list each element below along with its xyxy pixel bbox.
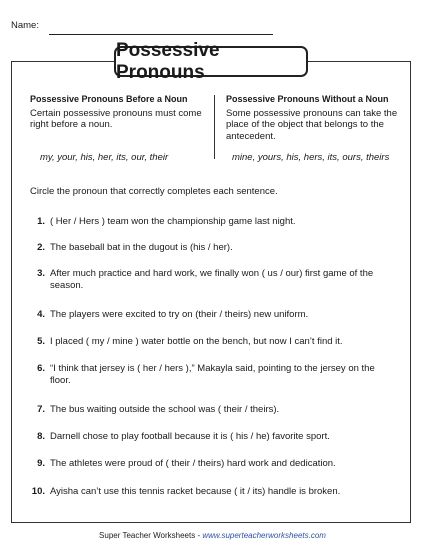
without-noun-text: Some possessive pronouns can take the place of the object that belongs to the antecedent.: [226, 107, 398, 142]
before-noun-column: [30, 94, 220, 131]
question-8[interactable]: [28, 431, 378, 443]
question-9[interactable]: [28, 458, 378, 470]
question-number: 5.: [37, 336, 45, 347]
question-7[interactable]: [28, 404, 378, 416]
without-noun-examples: mine, yours, his, hers, its, ours, theirs: [232, 152, 390, 163]
footer-separator: -: [195, 531, 203, 540]
footer: [0, 531, 425, 540]
question-number: 7.: [37, 404, 45, 415]
name-label: Name:: [11, 20, 39, 31]
question-text[interactable]: Darnell chose to play football because it is ( his / he) favorite sport.: [50, 431, 330, 442]
question-6[interactable]: [28, 363, 378, 387]
page-title: Possessive Pronouns: [114, 46, 308, 77]
name-row: [11, 13, 271, 37]
name-line[interactable]: [49, 34, 273, 35]
footer-link[interactable]: www.superteacherworksheets.com: [202, 531, 326, 540]
question-5[interactable]: [28, 336, 378, 348]
before-noun-heading: Possessive Pronouns Before a Noun: [30, 94, 188, 104]
question-number: 10.: [31, 486, 45, 497]
before-noun-examples: my, your, his, her, its, our, their: [40, 152, 169, 163]
question-text[interactable]: After much practice and hard work, we finally won ( us / our) first game of the season.: [50, 268, 374, 291]
question-number: 1.: [37, 216, 45, 227]
question-text[interactable]: The players were excited to try on (their / theirs) new uniform.: [50, 309, 309, 320]
question-3[interactable]: [28, 268, 378, 292]
question-text[interactable]: “I think that jersey is ( her / hers ),” Makayla said, pointing to the jersey on the floor.: [50, 363, 375, 386]
question-text[interactable]: The baseball bat in the dugout is (his / her).: [50, 242, 233, 253]
question-text[interactable]: The athletes were proud of ( their / theirs) hard work and dedication.: [50, 458, 336, 469]
question-number: 6.: [37, 363, 45, 374]
before-noun-text: Certain possessive pronouns must come right before a noun.: [30, 107, 202, 130]
question-text[interactable]: ( Her / Hers ) team won the championship game last night.: [50, 216, 296, 227]
question-number: 8.: [37, 431, 45, 442]
question-10[interactable]: [28, 486, 378, 498]
without-noun-column: [226, 94, 416, 142]
question-text[interactable]: The bus waiting outside the school was ( their / theirs).: [50, 404, 280, 415]
question-number: 9.: [37, 458, 45, 469]
without-noun-heading: Possessive Pronouns Without a Noun: [226, 94, 389, 104]
question-text[interactable]: Ayisha can’t use this tennis racket because ( it / its) handle is broken.: [50, 486, 341, 497]
question-4[interactable]: [28, 309, 378, 321]
question-2[interactable]: [28, 242, 378, 254]
question-number: 3.: [37, 268, 45, 279]
footer-brand: Super Teacher Worksheets: [99, 531, 196, 540]
question-number: 4.: [37, 309, 45, 320]
question-1[interactable]: [28, 216, 378, 228]
instructions: Circle the pronoun that correctly completes each sentence.: [30, 186, 278, 197]
question-text[interactable]: I placed ( my / mine ) water bottle on the bench, but now I can’t find it.: [50, 336, 343, 347]
question-number: 2.: [37, 242, 45, 253]
column-divider: [214, 95, 215, 159]
